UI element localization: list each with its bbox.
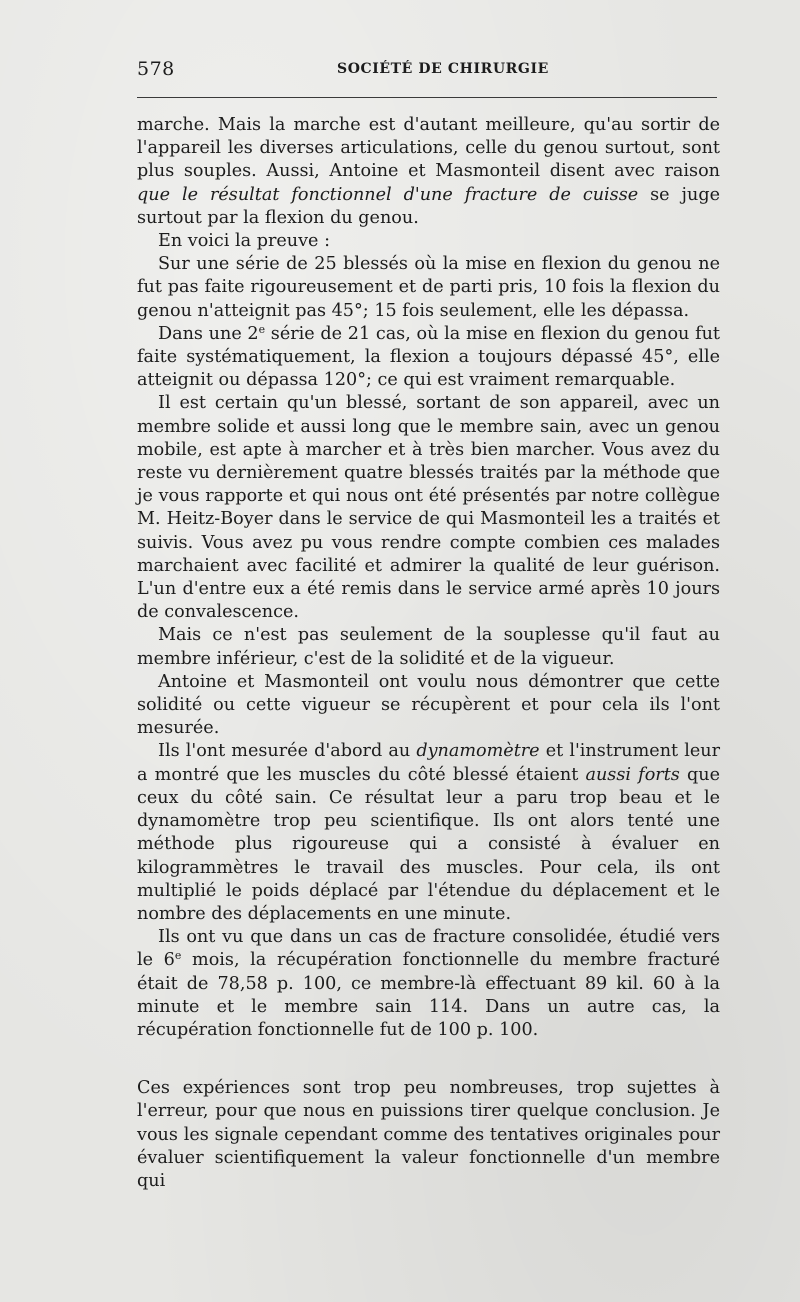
paragraph-9-text-b: mois, la récupération fonctionnelle du membre fracturé était de 78,58 p. 100, ce membre-là effectuant 89 kil. 60 à la minute et le membre sain 114. Dans un autre cas, la récupération fonctionnelle fut de 100 p. 100. bbox=[137, 950, 720, 1040]
paragraph-4-superscript: e bbox=[258, 322, 266, 336]
paragraph-4 bbox=[137, 323, 720, 393]
paragraph-8-text-a: Ils l'ont mesurée d'abord au bbox=[158, 741, 417, 762]
paragraph-8-italic-d: aussi forts bbox=[585, 764, 680, 785]
running-head: SOCIÉTÉ DE CHIRURGIE bbox=[337, 61, 549, 77]
paragraph-5: Il est certain qu'un blessé, sortant de son appareil, avec un membre solide et aussi long que le membre sain, avec un genou mobile, est apte à marcher et à très bien marcher. Vous avez du reste vu dernièrement quatre blessés traités par la méthode que je vous rapporte et qui nous ont été présentés par notre collègue M. Heitz-Boyer dans le service de qui Masmonteil les a traités et suivis. Vous avez pu vous rendre compte combien ces malades marchaient avec facilité et admirer la qualité de leur guérison. L'un d'entre eux a été remis dans le service armé après 10 jours de convalescence. bbox=[137, 393, 720, 623]
page-number: 578 bbox=[137, 58, 175, 80]
paragraph-1-italic: que le résultat fonctionnel d'une fracture de cuisse bbox=[137, 184, 639, 205]
paragraph-1-text-c: se juge surtout par la flexion du genou. bbox=[137, 184, 720, 228]
paragraph-4-text-a: Dans une 2 bbox=[158, 323, 259, 344]
paragraph-8-italic-b: dynamomètre bbox=[416, 741, 540, 762]
paragraph-8-text-c: et l'instrument leur a montré que les muscles du côté blessé étaient bbox=[137, 741, 720, 785]
paragraph-6: Mais ce n'est pas seulement de la souplesse qu'il faut au membre inférieur, c'est de la solidité et de la vigueur. bbox=[137, 625, 720, 669]
paragraph-1-text-a: marche. Mais la marche est d'autant meilleure, qu'au sortir de l'appareil les diverses articulations, celle du genou surtout, sont plus souples. Aussi, Antoine et Masmonteil disent avec raison bbox=[137, 115, 720, 182]
header-rule bbox=[137, 97, 717, 98]
paragraph-9-superscript: e bbox=[174, 949, 182, 963]
paragraph-3: Sur une série de 25 blessés où la mise en flexion du genou ne fut pas faite rigoureusement et de parti pris, 10 fois la flexion du genou n'atteignit pas 45°; 15 fois seulement, elle les dépassa. bbox=[137, 254, 720, 321]
paragraph-1 bbox=[137, 114, 720, 230]
paragraph-8-text-e: que ceux du côté sain. Ce résultat leur a paru trop beau et le dynamomètre trop peu scientifique. Ils ont alors tenté une méthode plus rigoureuse qui a consisté à évaluer en kilogrammètres le travail des muscles. Pour cela, ils ont multiplié le poids déplacé par l'étendue du déplacement et le nombre des déplacements en une minute. bbox=[137, 764, 720, 924]
body-text bbox=[137, 114, 720, 1193]
paragraph-2: En voici la preuve : bbox=[158, 231, 330, 252]
paragraph-4-text-b: série de 21 cas, où la mise en flexion du genou fut faite systématiquement, la flexion a toujours dépassé 45°, elle atteignit ou dépassa 120°; ce qui est vraiment remarquable. bbox=[137, 323, 720, 391]
paragraph-9 bbox=[137, 926, 720, 1042]
paragraph-7: Antoine et Masmonteil ont voulu nous démontrer que cette solidité ou cette vigueur se récupèrent et pour cela ils l'ont mesurée. bbox=[137, 671, 720, 739]
paragraph-9-text-a: Ils ont vu que dans un cas de fracture consolidée, étudié vers le 6 bbox=[137, 927, 720, 971]
page-header bbox=[137, 58, 717, 86]
paragraph-8 bbox=[137, 740, 720, 926]
paragraph-10: Ces expériences sont trop peu nombreuses, trop sujettes à l'erreur, pour que nous en puissions tirer quelque conclusion. Je vous les signale cependant comme des tentatives originales pour évaluer scientifiquement la valeur fonctionnelle d'un membre qui bbox=[137, 1078, 720, 1191]
